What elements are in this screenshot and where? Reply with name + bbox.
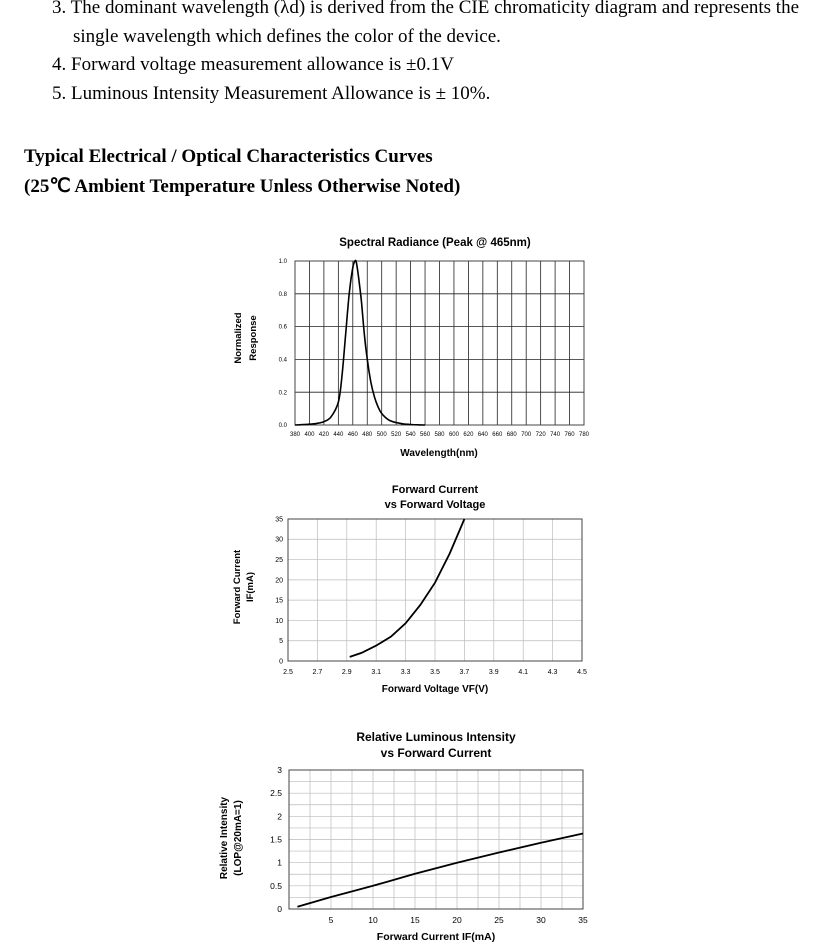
y-axis-label: Relative Intensity (219, 796, 230, 880)
section-subtitle: (25℃ Ambient Temperature Unless Otherwise Noted) (24, 176, 461, 197)
y-tick-label: 10 (275, 617, 283, 625)
y-tick-label: 1.5 (270, 834, 282, 845)
y-tick-label: 0.4 (278, 357, 287, 364)
chart-title: Spectral Radiance (Peak @ 465nm) (339, 237, 531, 250)
y-tick-label: 25 (275, 557, 283, 565)
note-3-continued: single wavelength which defines the color of the device. (73, 26, 501, 47)
y-tick-label: 0.5 (270, 880, 282, 891)
note-4: 4. Forward voltage measurement allowance is ±0.1V (52, 54, 454, 75)
x-tick-label: 3.1 (371, 669, 382, 676)
x-tick-label: 620 (463, 432, 474, 438)
chart-title: Relative Luminous Intensity (356, 730, 516, 745)
y-tick-label: 3 (277, 764, 282, 775)
y-tick-label: 20 (275, 577, 283, 585)
y-tick-label: 0 (277, 903, 282, 914)
series-line (350, 519, 465, 657)
x-tick-label: 10 (368, 915, 378, 925)
x-tick-label: 25 (494, 915, 504, 925)
x-tick-label: 720 (535, 432, 546, 438)
x-tick-label: 2.9 (341, 669, 352, 676)
note-3: 3. The dominant wavelength (λd) is derived from the CIE chromaticity diagram and represents the (52, 0, 800, 18)
note-5: 5. Luminous Intensity Measurement Allowance is ± 10%. (52, 83, 491, 104)
y-axis-label: (LOP@20mA=1) (233, 800, 244, 876)
x-tick-label: 520 (391, 432, 402, 438)
x-tick-label: 480 (362, 432, 373, 438)
x-axis-label: Forward Voltage VF(V) (381, 684, 489, 695)
x-tick-label: 580 (434, 432, 445, 438)
x-tick-label: 4.1 (518, 669, 529, 676)
y-tick-label: 0.2 (278, 390, 287, 397)
y-tick-label: 0.0 (278, 423, 287, 430)
y-axis-label: Response (248, 315, 259, 361)
x-tick-label: 420 (318, 432, 329, 438)
x-tick-label: 380 (289, 432, 301, 438)
x-tick-label: 560 (420, 432, 431, 438)
x-tick-label: 4.5 (577, 669, 587, 676)
x-tick-label: 460 (347, 432, 358, 438)
chart-title: vs Forward Current (380, 746, 492, 761)
x-tick-label: 35 (578, 915, 588, 925)
x-tick-label: 440 (333, 432, 344, 438)
y-tick-label: 0.8 (278, 291, 287, 298)
x-tick-label: 3.7 (459, 669, 470, 676)
x-tick-label: 5 (328, 915, 334, 925)
series-line (295, 260, 425, 425)
x-tick-label: 2.7 (312, 669, 323, 676)
y-axis-label: IF(mA) (245, 571, 256, 603)
x-tick-label: 640 (477, 432, 488, 438)
x-tick-label: 20 (452, 915, 462, 925)
y-tick-label: 1.0 (278, 259, 287, 266)
x-axis-label: Wavelength(nm) (400, 448, 478, 459)
x-tick-label: 15 (410, 915, 420, 925)
y-tick-label: 15 (275, 597, 283, 605)
x-tick-label: 540 (405, 432, 416, 438)
series-line (297, 834, 583, 907)
y-tick-label: 1 (277, 857, 282, 868)
chart-title: Forward Current (391, 483, 479, 496)
x-tick-label: 30 (536, 915, 546, 925)
x-tick-label: 740 (550, 432, 561, 438)
y-tick-label: 2 (277, 811, 282, 822)
x-tick-label: 760 (564, 432, 575, 438)
y-axis-label: Normalized (233, 312, 244, 364)
x-tick-label: 780 (578, 432, 590, 438)
section-title: Typical Electrical / Optical Characteristics Curves (24, 146, 433, 167)
y-tick-label: 5 (279, 638, 283, 646)
x-tick-label: 2.5 (283, 669, 293, 676)
x-tick-label: 680 (506, 432, 517, 438)
x-tick-label: 700 (521, 432, 532, 438)
y-axis-label: Forward Current (232, 549, 243, 625)
x-tick-label: 3.3 (400, 669, 411, 676)
y-tick-label: 2.5 (270, 788, 282, 799)
x-tick-label: 4.3 (547, 669, 558, 676)
x-tick-label: 660 (492, 432, 503, 438)
x-tick-label: 3.9 (488, 669, 499, 676)
x-tick-label: 400 (304, 432, 315, 438)
y-tick-label: 0 (279, 658, 283, 666)
x-axis-label: Forward Current IF(mA) (376, 931, 496, 943)
y-tick-label: 0.6 (278, 324, 287, 331)
x-tick-label: 3.5 (430, 669, 440, 676)
chart-title: vs Forward Voltage (384, 498, 486, 511)
y-tick-label: 30 (275, 536, 283, 544)
x-tick-label: 500 (376, 432, 387, 438)
x-tick-label: 600 (448, 432, 459, 438)
y-tick-label: 35 (275, 516, 283, 524)
